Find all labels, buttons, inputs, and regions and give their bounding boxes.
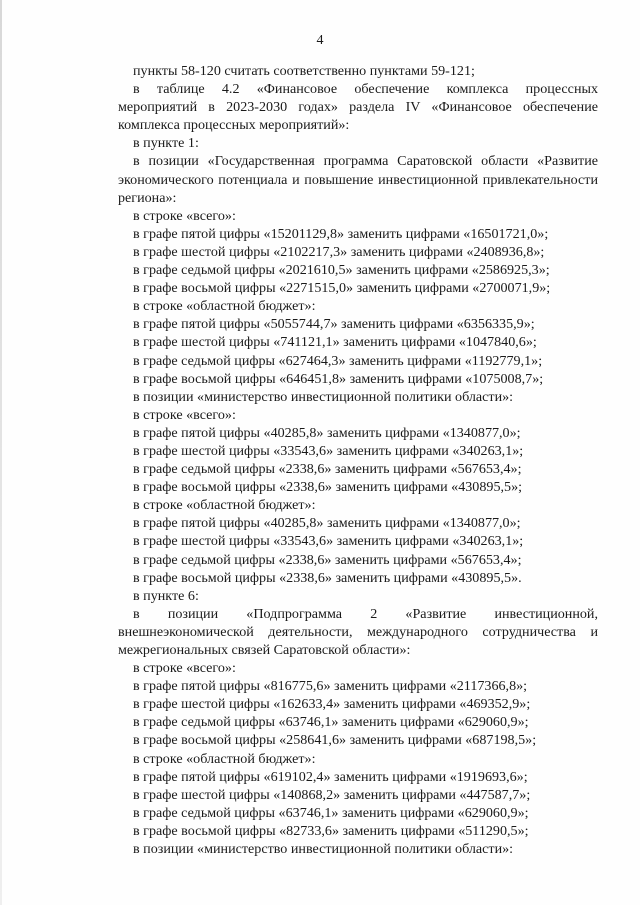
paragraph: в графе пятой цифры «40285,8» заменить цифрами «1340877,0»; — [133, 424, 521, 441]
paragraph: в графе седьмой цифры «63746,1» заменить цифрами «629060,9»; — [133, 804, 529, 821]
paragraph: в позиции «Государственная программа Саратовской области «Развитие экономического потенциала и повышение инвестиционной привлекательности региона»: — [118, 153, 598, 206]
paragraph: в позиции «Подпрограмма 2 «Развитие инвестиционной, внешнеэкономической деятельности, международного сотрудничества и межрегиональных связей Саратовской области»: — [118, 605, 598, 658]
paragraph: в графе пятой цифры «816775,6» заменить цифрами «2117366,8»; — [133, 678, 528, 695]
paragraph: в таблице 4.2 «Финансовое обеспечение комплекса процессных мероприятий в 2023-2030 годах» раздела IV «Финансовое обеспечение комплекса процессных мероприятий»: — [118, 81, 598, 134]
paragraph: в графе шестой цифры «162633,4» заменить цифрами «469352,9»; — [133, 696, 531, 713]
paragraph: в пункте 6: — [133, 587, 199, 604]
paragraph: в графе пятой цифры «5055744,7» заменить цифрами «6356335,9»; — [133, 316, 535, 333]
paragraph: в графе пятой цифры «15201129,8» заменить цифрами «16501721,0»; — [133, 225, 549, 242]
paragraph: в строке «областной бюджет»: — [133, 497, 316, 514]
paragraph: в графе восьмой цифры «258641,6» заменить цифрами «687198,5»; — [133, 732, 537, 749]
paragraph: в позиции «министерство инвестиционной политики области»: — [133, 388, 514, 405]
paragraph: в графе шестой цифры «741121,1» заменить цифрами «1047840,6»; — [133, 334, 537, 351]
paragraph: в строке «областной бюджет»: — [133, 750, 316, 767]
paragraph: в позиции «министерство инвестиционной политики области»: — [133, 841, 514, 858]
paragraph: пункты 58-120 считать соответственно пунктами 59-121; — [133, 63, 475, 79]
paragraph: в графе восьмой цифры «2338,6» заменить цифрами «430895,5». — [133, 569, 522, 586]
page-number: 4 — [316, 33, 324, 48]
paragraph: в графе пятой цифры «619102,4» заменить цифрами «1919693,6»; — [133, 768, 528, 785]
paragraph: в пункте 1: — [133, 135, 199, 152]
paragraph: в графе седьмой цифры «2021610,5» заменить цифрами «2586925,3»; — [133, 262, 550, 279]
paragraph: в строке «всего»: — [133, 207, 236, 224]
paragraph: в графе шестой цифры «2102217,3» заменить цифрами «2408936,8»; — [133, 243, 545, 260]
paragraph: в строке «всего»: — [133, 660, 236, 677]
paragraph: в графе пятой цифры «40285,8» заменить цифрами «1340877,0»; — [133, 515, 521, 532]
document-body — [118, 62, 598, 858]
scan-edge — [0, 0, 2, 905]
paragraph: в графе восьмой цифры «646451,8» заменить цифрами «1075008,7»; — [133, 370, 544, 387]
paragraph: в графе шестой цифры «33543,6» заменить цифрами «340263,1»; — [133, 442, 524, 459]
paragraph: в строке «областной бюджет»: — [133, 298, 316, 315]
paragraph: в графе седьмой цифры «627464,3» заменить цифрами «1192779,1»; — [133, 352, 543, 369]
paragraph: в графе восьмой цифры «2271515,0» заменить цифрами «2700071,9»; — [133, 280, 551, 297]
paragraph: в графе шестой цифры «140868,2» заменить цифрами «447587,7»; — [133, 786, 531, 803]
paragraph: в графе восьмой цифры «2338,6» заменить цифрами «430895,5»; — [133, 479, 523, 496]
paragraph: в графе седьмой цифры «2338,6» заменить цифрами «567653,4»; — [133, 461, 522, 478]
paragraph: в графе седьмой цифры «63746,1» заменить цифрами «629060,9»; — [133, 714, 529, 731]
paragraph: в строке «всего»: — [133, 406, 236, 423]
paragraph: в графе шестой цифры «33543,6» заменить цифрами «340263,1»; — [133, 533, 524, 550]
paragraph: в графе седьмой цифры «2338,6» заменить цифрами «567653,4»; — [133, 551, 522, 568]
paragraph: в графе восьмой цифры «82733,6» заменить цифрами «511290,5»; — [133, 822, 529, 839]
